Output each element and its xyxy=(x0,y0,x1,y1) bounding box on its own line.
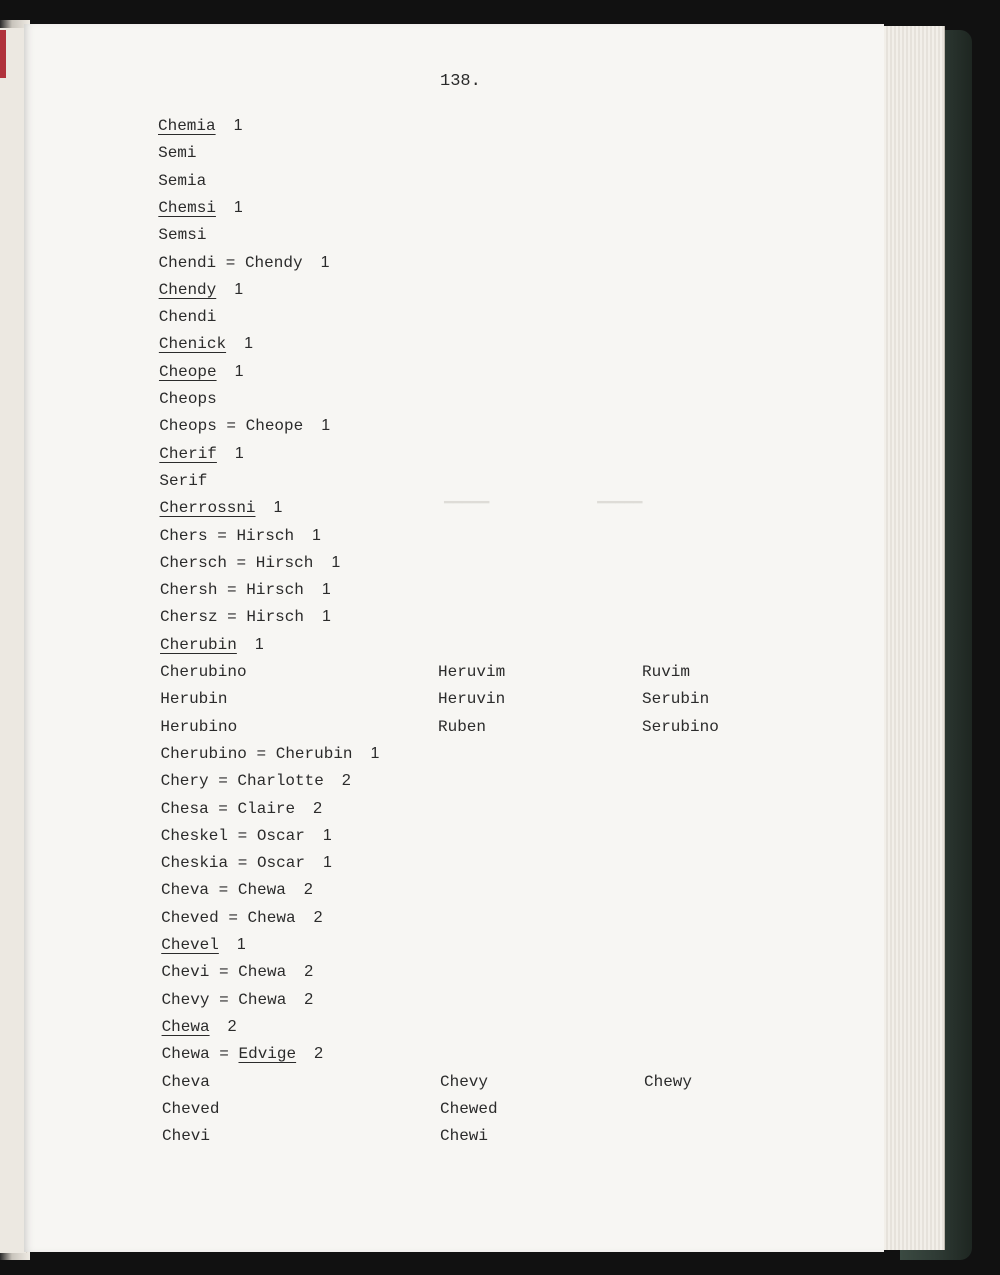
entry-number: 2 xyxy=(341,772,351,790)
equivalent-name: Cherubin xyxy=(275,744,353,763)
name-variant: Semsi xyxy=(158,226,207,245)
equals-sign: = xyxy=(228,854,257,873)
equivalent-name: Chewa xyxy=(238,963,287,982)
bleed-through-text: ▔▔▔▔▔ ▔▔▔▔▔ xyxy=(444,503,643,520)
entry-line xyxy=(160,744,379,764)
variant-name: Heruvin xyxy=(438,690,506,709)
equals-sign: = xyxy=(226,553,256,572)
headword: Cheope xyxy=(158,362,217,381)
equivalent-name: Edvige xyxy=(238,1045,297,1064)
equivalent-name: Oscar xyxy=(256,826,305,845)
equivalent-name: Oscar xyxy=(256,854,305,873)
name-variant: Semi xyxy=(158,144,197,163)
entry-line xyxy=(160,662,246,682)
entry-line xyxy=(160,580,331,600)
entry-number: 1 xyxy=(331,553,341,571)
entry-number: 2 xyxy=(314,1045,324,1063)
equals-sign: = xyxy=(208,799,238,818)
equals-sign: = xyxy=(228,826,257,845)
equivalent-name: Chewa xyxy=(238,990,287,1009)
entry-number: 1 xyxy=(234,280,244,298)
name-variant: Herubino xyxy=(160,717,238,736)
entry-line xyxy=(160,553,341,573)
variant-name: Chevy xyxy=(440,1072,489,1091)
name-variant: Chewa xyxy=(161,1045,210,1064)
entry-line xyxy=(159,471,207,491)
entry-number: 1 xyxy=(370,744,380,762)
equivalent-name: Chewa xyxy=(247,908,296,927)
equivalent-name: Charlotte xyxy=(237,772,324,791)
name-variant: Cheved xyxy=(161,908,219,927)
equals-sign: = xyxy=(207,526,237,545)
entry-line xyxy=(160,635,264,655)
entry-number: 1 xyxy=(236,936,246,953)
equivalent-name: Chendy xyxy=(244,253,303,272)
name-variant: Chersh xyxy=(159,581,218,600)
entry-line xyxy=(158,225,206,245)
name-variant: Cheva xyxy=(161,881,210,900)
entry-number: 1 xyxy=(322,826,332,844)
name-variant: Semia xyxy=(158,171,207,190)
equivalent-name: Hirsch xyxy=(246,581,304,600)
variant-name: Ruben xyxy=(438,717,487,736)
name-variant: Cheops xyxy=(159,417,217,436)
variant-name: Heruvim xyxy=(438,663,506,681)
name-variant: Chendi xyxy=(158,308,217,327)
headword: Cherif xyxy=(159,444,217,463)
equals-sign: = xyxy=(218,908,248,927)
entry-line xyxy=(161,826,332,846)
entry-number: 1 xyxy=(321,608,331,626)
entry-number: 1 xyxy=(321,417,331,435)
entry-line xyxy=(160,689,227,709)
variant-name: Chewy xyxy=(644,1072,693,1091)
entry-line xyxy=(161,771,351,791)
entry-line xyxy=(159,389,217,409)
name-variant: Cheva xyxy=(161,1072,210,1091)
entry-line xyxy=(161,853,332,873)
entry-line xyxy=(162,1017,237,1037)
equivalent-name: Hirsch xyxy=(255,553,314,572)
entry-number: 1 xyxy=(233,198,243,216)
headword: Cherrossni xyxy=(159,499,256,518)
variant-name: Ruvim xyxy=(642,663,691,681)
entry-line xyxy=(159,334,253,354)
variant-name: Chewed xyxy=(440,1099,498,1118)
name-variant: Chersch xyxy=(159,553,227,572)
entry-number: 2 xyxy=(303,881,313,899)
entry-line xyxy=(159,307,217,327)
name-variant: Chery xyxy=(160,772,209,791)
entry-line xyxy=(162,1126,210,1146)
name-variant: Cheved xyxy=(161,1099,220,1118)
entry-number: 1 xyxy=(233,117,243,134)
name-variant: Cheops xyxy=(159,390,217,408)
equivalent-name: Hirsch xyxy=(246,608,304,627)
entry-number: 1 xyxy=(254,635,264,653)
equals-sign: = xyxy=(246,744,276,763)
name-variant: Chevy xyxy=(161,990,210,1009)
equivalent-name: Cheope xyxy=(245,417,304,436)
entry-line xyxy=(159,416,330,436)
name-variant: Cheskia xyxy=(160,854,229,873)
name-variant: Cheskel xyxy=(160,826,229,845)
equivalent-name: Claire xyxy=(237,799,296,818)
bookmark-ribbon xyxy=(0,30,6,78)
left-page-edge xyxy=(0,28,27,1253)
entry-number: 1 xyxy=(322,854,332,872)
name-variant: Chesa xyxy=(160,799,209,818)
entry-number: 1 xyxy=(234,362,244,380)
equals-sign: = xyxy=(216,253,245,272)
entry-line xyxy=(158,116,243,136)
headword: Cherubin xyxy=(160,635,237,654)
entry-number: 1 xyxy=(312,526,321,544)
document-page xyxy=(24,24,884,1252)
entry-number: 1 xyxy=(234,444,244,462)
entry-line xyxy=(159,253,330,273)
variant-name: Serubino xyxy=(642,717,719,736)
equivalent-name: Hirsch xyxy=(236,526,295,545)
headword: Chendy xyxy=(158,280,217,299)
headword: Chevel xyxy=(161,936,219,954)
entry-line xyxy=(158,171,206,191)
entry-line xyxy=(161,990,313,1010)
name-variant: Cherubino xyxy=(160,744,247,763)
entry-line xyxy=(160,498,283,518)
entry-line xyxy=(158,143,196,163)
name-variant: Chevi xyxy=(162,1127,211,1146)
headword: Chemia xyxy=(158,117,216,135)
entry-number: 2 xyxy=(304,990,314,1008)
equivalent-name: Chewa xyxy=(237,881,286,900)
page-number: 138. xyxy=(440,72,481,91)
equals-sign: = xyxy=(209,963,239,982)
name-variant: Chersz xyxy=(159,608,218,627)
equals-sign: = xyxy=(208,772,238,791)
entry-number: 1 xyxy=(273,499,283,517)
entry-number: 2 xyxy=(227,1017,237,1035)
name-variant: Chevi xyxy=(161,963,210,982)
equals-sign: = xyxy=(209,990,239,1009)
equals-sign: = xyxy=(216,417,246,436)
equals-sign: = xyxy=(217,608,247,627)
entry-line xyxy=(161,880,313,900)
equals-sign: = xyxy=(209,1045,239,1064)
entry-number: 1 xyxy=(320,253,330,271)
name-variant: Serif xyxy=(159,471,208,490)
entry-line xyxy=(158,198,243,218)
headword: Chewa xyxy=(161,1017,210,1036)
entry-line xyxy=(159,444,244,464)
entry-line xyxy=(160,607,331,627)
entry-line xyxy=(159,280,244,300)
entry-line xyxy=(162,1072,210,1092)
name-variant: Chers xyxy=(159,526,208,545)
equals-sign: = xyxy=(209,881,238,900)
entry-number: 2 xyxy=(304,963,314,981)
headword: Chenick xyxy=(158,335,227,354)
entry-line xyxy=(161,935,246,955)
entry-line xyxy=(161,962,313,982)
name-variant: Chendi xyxy=(158,253,217,272)
entry-line xyxy=(160,526,321,546)
name-variant: Herubin xyxy=(160,690,228,709)
entry-line xyxy=(162,1099,220,1119)
variant-name: Serubin xyxy=(642,690,710,709)
entry-line xyxy=(161,908,322,928)
entry-number: 1 xyxy=(321,581,331,599)
entry-number: 2 xyxy=(313,908,323,926)
entry-line xyxy=(160,717,237,737)
variant-name: Chewi xyxy=(440,1127,489,1146)
entry-number: 2 xyxy=(313,799,323,817)
equals-sign: = xyxy=(217,581,247,600)
entry-line xyxy=(161,799,322,819)
entry-line xyxy=(162,1044,323,1064)
entry-line xyxy=(159,362,244,382)
entry-number: 1 xyxy=(244,335,253,353)
headword: Chemsi xyxy=(158,198,216,217)
name-variant: Cherubino xyxy=(160,663,247,681)
